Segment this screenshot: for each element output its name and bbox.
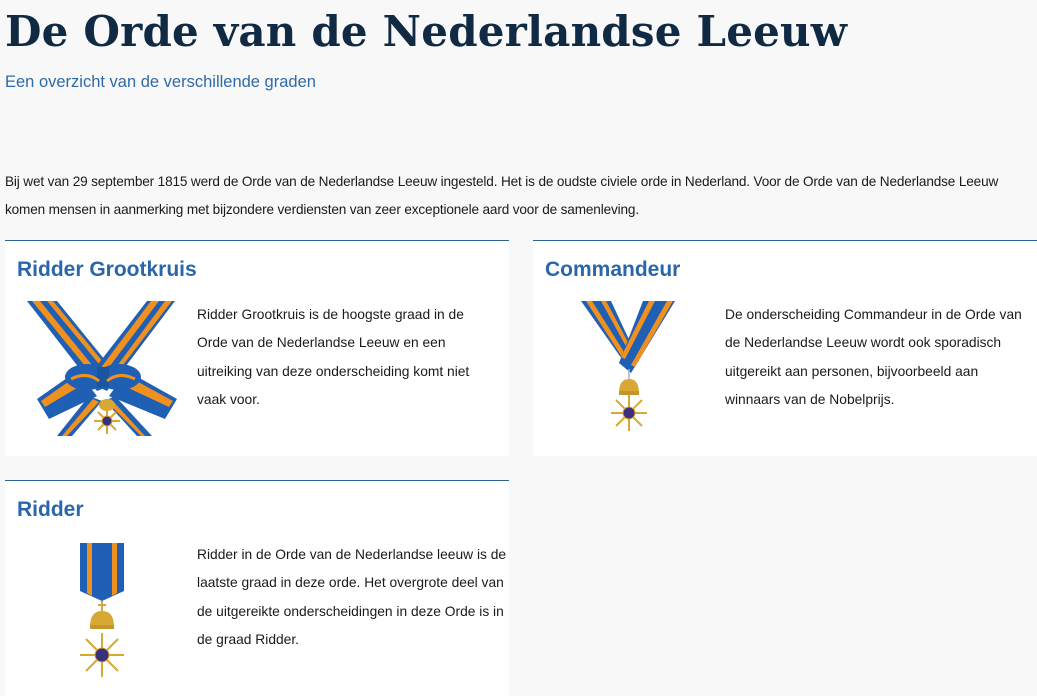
grade-description: Ridder Grootkruis is de hoogste graad in de Orde van de Nederlandse Leeuw en een uitreiking van deze onderscheiding komt niet vaak voor. (197, 307, 470, 407)
page-title: De Orde van de Nederlandse Leeuw (5, 7, 848, 56)
page-subtitle: Een overzicht van de verschillende graden (5, 73, 316, 91)
grand-cross-sash-medal-icon (27, 301, 177, 436)
intro-paragraph: Bij wet van 29 september 1815 werd de Orde van de Nederlandse Leeuw ingesteld. Het is de oudste civiele orde in Nederland. Voor de Orde van de Nederlandse Leeuw komen mensen in aanmerking met bijzondere verdiensten van zeer exceptionele aard voor de samenleving. (5, 174, 999, 217)
grade-title: Ridder (17, 498, 84, 521)
knight-ribbon-medal-icon (75, 541, 130, 681)
grade-title: Ridder Grootkruis (17, 258, 197, 281)
grade-card-ridder-grootkruis (5, 240, 509, 456)
grade-title: Commandeur (545, 258, 681, 281)
grade-card-commandeur (533, 240, 1037, 456)
grade-description: De onderscheiding Commandeur in de Orde van de Nederlandse Leeuw wordt ook sporadisch uitgereikt aan personen, bijvoorbeeld aan winnaars van de Nobelprijs. (725, 307, 1022, 407)
grade-description: Ridder in de Orde van de Nederlandse leeuw is de laatste graad in deze orde. Het overgrote deel van de uitgereikte onderscheidingen in deze Orde is in de graad Ridder. (197, 547, 507, 647)
grade-card-ridder (5, 480, 509, 696)
commander-neck-ribbon-medal-icon (581, 301, 681, 436)
